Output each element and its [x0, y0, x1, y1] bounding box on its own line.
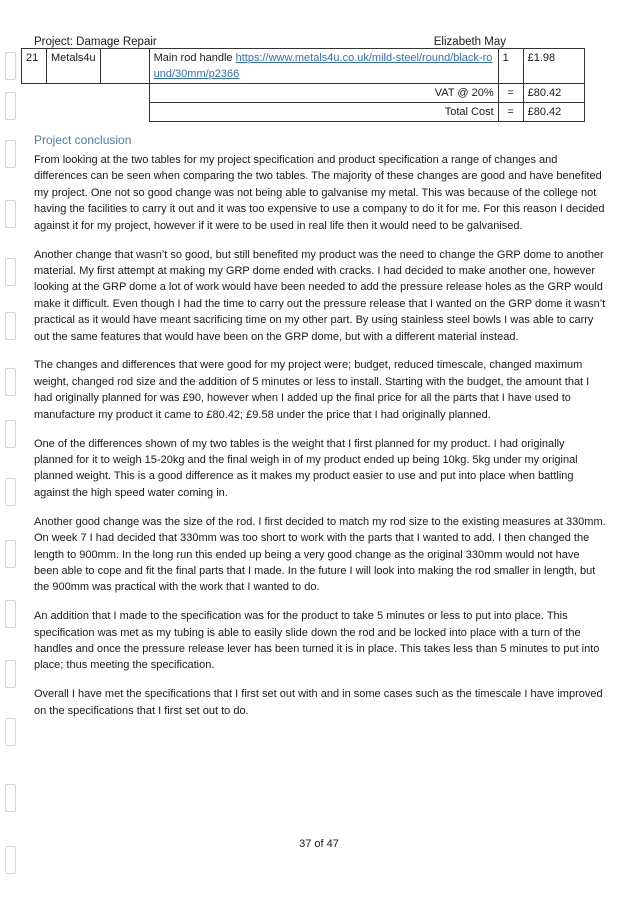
section-title: Project conclusion — [34, 133, 132, 147]
vat-equals: = — [498, 84, 523, 103]
paragraph: From looking at the two tables for my project specification and product specification a range of changes and differences can be seen when comparing the two tables. The majority of these changes are good and have benefited my project. One not so good change was not being able to galvanise my metal. This was because of the college not having the facilities to carry it out and it was too expensive to use a company to do it for me. For this reason I decided against it for my project, however if it were to be used in real life then it would need to be galvanised. — [34, 154, 605, 232]
paragraph: One of the differences shown of my two tables is the weight that I first planned for my product. I had originally planned for it to weigh 15-20kg and the final weigh in of my product ended up being 10kg. 5kg under my original planned weight. This is a good difference as it makes my product easier to use and put into place when battling against the high speed water coming in. — [34, 437, 578, 499]
product-link[interactable]: https://www.metals4u.co.uk/mild-steel/round/black-round/30mm/p2366 — [153, 52, 493, 80]
total-label: Total Cost — [149, 103, 498, 122]
paragraph: The changes and differences that were good for my project were; budget, reduced timescale, changed maximum weight, changed rod size and the addition of 5 minutes or less to install. Starting with the budget, the amount that I had originally planned for was £90, however when I added up the final price for all the parts that I have used to manufacture my product it came to £80.42; £9.58 under the price that I had originally planned. — [34, 359, 590, 421]
vat-value: £80.42 — [523, 84, 584, 103]
header-author: Elizabeth May — [433, 36, 506, 48]
paragraph: Another change that wasn’t so good, but still benefited my product was the need to change the GRP dome to another material. My first attempt at making my GRP dome ended with cracks. I had decided to make another one, however looking at the GRP dome a lot of work would have been needed to add the pressure release holes as the GRP would make it difficult. Even though I had the time to carry out the pressure release that I wanted on the GRP dome it wasn’t practical as it would have meant sacrificing time on my other part. By using stainless steel bowls I was able to carry out the same features that would have been on the GRP dome, but with a different material instead. — [34, 248, 606, 343]
row-blank-cell — [100, 49, 149, 84]
paragraph: Overall I have met the specifications that I first set out with and in some cases such as the timescale I have improved on the specifications that I first set out to do. — [34, 688, 603, 717]
row-supplier: Metals4u — [47, 49, 101, 84]
paragraph: Another good change was the size of the rod. I first decided to match my rod size to the existing measures at 330mm. On week 7 I had decided that 330mm was too short to work with the parts that I wanted to add. I then changed the length to 900mm. In the long run this ended up being a very good change as the original 330mm would not have been able to cope and fit the final parts that I made. In the future I will look into making the rod smaller in length, but the 900mm was practical with the work that I wanted to do. — [34, 515, 606, 594]
total-value: £80.42 — [523, 103, 584, 122]
row-qty: 1 — [498, 49, 523, 84]
row-item-cell — [149, 49, 498, 84]
total-equals: = — [498, 103, 523, 122]
vat-label: VAT @ 20% — [149, 84, 498, 103]
table-row — [22, 49, 585, 84]
conclusion-body — [34, 152, 606, 732]
header-project: Project: Damage Repair — [34, 36, 157, 48]
row-price: £1.98 — [523, 49, 584, 84]
row-number: 21 — [22, 49, 47, 84]
row-item: Main rod handle — [153, 52, 233, 64]
total-row — [22, 103, 585, 122]
paragraph: An addition that I made to the specification was for the product to take 5 minutes or less to put into place. This specification was met as my tubing is able to easily slide down the rod and be locked into place with a turn of the handles and once the pressure release lever has been turned it is in place. This takes less than 5 minutes to put into place; thus meeting the specification. — [34, 610, 600, 672]
binding-spine-decoration — [0, 0, 20, 903]
vat-row — [22, 84, 585, 103]
parts-cost-table — [21, 48, 585, 122]
page-number: 37 of 47 — [299, 838, 339, 850]
